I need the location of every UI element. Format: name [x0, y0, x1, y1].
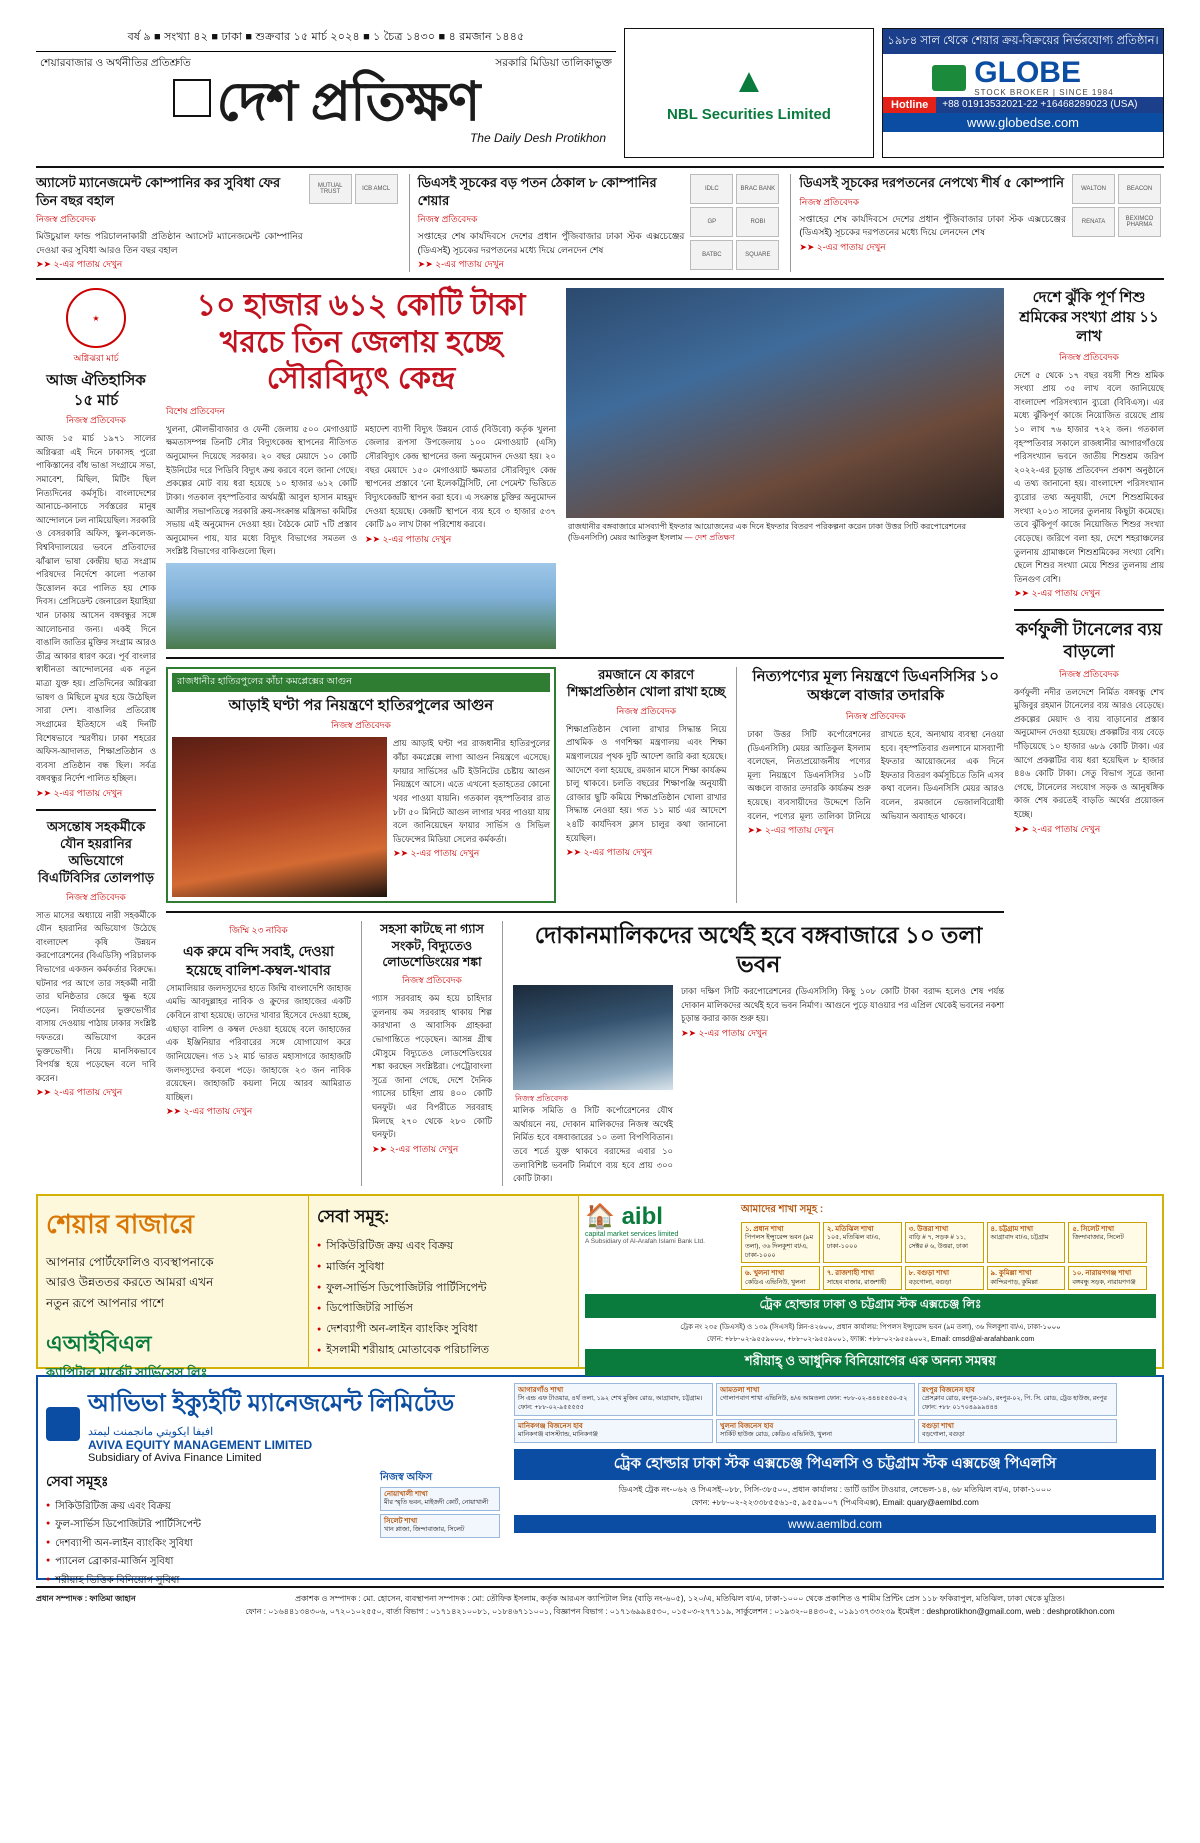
- lower-story-hostage: [166, 921, 351, 1185]
- teaser-thumbnails: [309, 174, 401, 272]
- aviva-service-item: ● সিকিউরিটিজ ক্রয় এবং বিক্রয়: [46, 1498, 370, 1517]
- branch-cell: ৬. খুলনা শাখা কেডিএ এভিনিউ, খুলনা: [741, 1266, 820, 1290]
- aibl-address: ট্রেক নং ২৩৫ (ডিএসই) ও ১৩৯ (সিএসই) প্লিন-৪২৬০০, প্রধান কার্যালয়: পিপলস ইন্স্যুরেন্স ভবন (৯ম তলা), ৩৬ দিলকুশা বা/এ, ঢাকা-১০০০: [680, 1324, 1061, 1332]
- divider: [790, 174, 791, 272]
- teaser-byline: নিজস্ব প্রতিবেদক: [417, 214, 478, 225]
- left-story2-body: সাত মাসের অধ্যায়ে নারী সহকর্মীকে যৌন হয়রানির অভিযোগ উঠেছে বাংলাদেশ কৃষি উন্নয়ন করপোরেশনের (বিএডিসি) পরিচালক বিভাগের একজন কর্মকর্তার বিরুদ্ধে। ঘটনার পর আগে তার সহকর্মী নারী তার ঘনিষ্ঠতার জেরে ক্ষুব্ধ হয়ে পড়েন। নির্যাতনের ভুক্তভোগীর বাসায় দেওয়ায় পাঠায় ঢাকার সংশ্লিষ্ট দফতরে। অভিযোগ করেন ভুক্তভোগী। নিয়ে মানসিকভাবে বিপর্যস্ত হয়ে পড়েছেন বলে দাবি করেন।: [36, 909, 156, 1083]
- masthead-title-text: দেশ প্রতিক্ষণ: [216, 72, 480, 132]
- main-photo-caption: রাজধানীর বঙ্গবাজারে মাসব্যাপী ইফতার আয়োজনের এক দিনে ইফতার বিতরণ পরিকল্পনা করেন ঢাকা উত্তর সিটি করপোরেশনের (ডিএনসিসি) মেয়র আতিকুল ইসলাম — দেশ প্রতিক্ষণ: [568, 522, 967, 543]
- aibl-service-item: ● ডিপোজিটরি সার্ভিস: [317, 1298, 570, 1319]
- mid-story-2-byline: নিজস্ব প্রতিবেদক: [845, 710, 906, 721]
- left-story2-more-link[interactable]: ➤➤ ২-এর পাতায় দেখুন: [36, 1087, 123, 1098]
- aviva-title-bn: আভিভা ইক্যুইটি ম্যানেজমেন্ট লিমিটেড: [88, 1389, 455, 1417]
- branch-cell: নোয়াখালী শাখা মীর স্মৃতি ভবন, মাইজদী কোর্ট, নোয়াখালী: [380, 1487, 500, 1511]
- mid-story-2: [747, 667, 1004, 904]
- lead-story-kicker: বিশেষ প্রতিবেদন: [166, 405, 225, 416]
- teaser-title: ডিএসই সূচকের দরপতনের নেপথ্যে শীর্ষ ৫ কোম্পানি: [799, 175, 1065, 190]
- teaser-row: [36, 166, 1164, 280]
- aviva-service-item: ● ফুল-সার্ভিস ডিপোজিটরি পার্টিসিপেন্ট: [46, 1516, 370, 1535]
- branch-cell: আগারগাঁও শাখা সি এন্ড এফ টাওয়ার, ৪র্থ তলা, ১৯২ শেখ মুজিব রোড, আগ্রাবাদ, চট্টগ্রাম। ফোন: +৮৮-০২-৯৫৫৫৫৫: [514, 1383, 713, 1416]
- aibl-services-list: [317, 1236, 570, 1361]
- logo-thumb: RENATA: [1072, 207, 1115, 237]
- aibl-tagline: শরীয়াহ্ ও আধুনিক বিনিয়োগের এক অনন্য সমন্বয়: [585, 1349, 1156, 1376]
- hostage-kicker: জিম্মি ২৩ নাবিক: [229, 925, 288, 936]
- middle-column: [166, 288, 1004, 1186]
- editor-in-chief: প্রধান সম্পাদক : ফাতিমা জাহান: [36, 1593, 136, 1603]
- photo-credit: — দেশ প্রতিক্ষণ: [684, 533, 735, 543]
- shop-story-more-link[interactable]: ➤➤ ২-এর পাতায় দেখুন: [681, 1027, 768, 1038]
- hostage-more-link[interactable]: ➤➤ ২-এর পাতায় দেখুন: [166, 1106, 253, 1117]
- logo-thumb: ROBI: [736, 207, 779, 237]
- mid-story-2-body: ঢাকা উত্তর সিটি কর্পোরেশনের (ডিএনসিসি) মেয়র আতিকুল ইসলাম বলেছেন, নিত্যপ্রয়োজনীয় পণ্যের মূল্য নিয়ন্ত্রণে ডিএনসিসির ১০টি অঞ্চলে বাজার তদারকি কার্যক্রম শুরু হয়েছে। ব্যবসায়ীদের উদ্দেশে তিনি বলেন, পণ্যের মূল্য তালিকা টানিয়ে রাখতে হবে, অন্যথায় ব্যবস্থা নেওয়া হবে। বৃহস্পতিবার গুলশানে মাসব্যাপী ইফতার আয়োজনের এক দিনে ইফতার বিতরণ কর্মসূচিতে তিনি এসব কথা বলেন। ডিএনসিসি মেয়র আরও বলেন, রমজানে ভেজালবিরোধী অভিযান অব্যাহত থাকবে।: [747, 728, 1004, 821]
- right-story-body: দেশে ৫ থেকে ১৭ বছর বয়সী শিশু শ্রমিক সংখ্যা প্রায় ৩৫ লাখ বলে জানিয়েছে বাংলাদেশ পরিসংখ্যান ব্যুরো (বিবিএস)। এর মধ্যে ঝুঁকিপূর্ণ কাজে নিয়োজিত রয়েছে প্রায় ১০ লাখ ৭৬ হাজার ৭২২ জন। গতকাল বৃহস্পতিবার সকালে রাজধানীর আগারগাঁওয়ে পরিসংখ্যান ভবনে জাতীয় শিশুশ্রম জরিপ ২০২২-এর চূড়ান্ত প্রতিবেদন প্রকাশ অনুষ্ঠানে এ তথ্য জানানো হয়। বাংলাদেশ পরিসংখ্যান ব্যুরোর তথ্য অনুযায়ী, দেশে শিশুশ্রমিকের সংখ্যা ২০১৩ সালের তুলনায় কিছুটা কমেছে। তবে ঝুঁকিপূর্ণ কাজে নিয়োজিত শিশুর সংখ্যা বেড়েছে। জরিপে বলা হয়, দেশে শহরাঞ্চলের তুলনায় গ্রামাঞ্চলে শিশুশ্রমিকের সংখ্যা বেশি। ছেলে শিশুর সংখ্যা মেয়ে শিশুর তুলনায় প্রায় তিনগুণ বেশি।: [1014, 369, 1164, 584]
- right-story2-more-link[interactable]: ➤➤ ২-এর পাতায় দেখুন: [1014, 823, 1101, 834]
- top-strip: [36, 28, 1164, 158]
- globe-topline: ১৯৮৪ সাল থেকে শেয়ার ক্রয়-বিক্রয়ের নির্ভরযোগ্য প্রতিষ্ঠান।: [883, 29, 1163, 54]
- globe-chart-icon: [932, 65, 966, 91]
- aviva-branch-title: নিজস্ব অফিস: [380, 1471, 433, 1483]
- main-content: [36, 288, 1164, 1186]
- tagline-left: শেয়ারবাজার ও অর্থনীতির প্রতিশ্রুতি: [40, 57, 191, 69]
- fire-story-byline: নিজস্ব প্রতিবেদক: [331, 720, 391, 731]
- mid-story-2-title[interactable]: নিত্যপণ্যের মূল্য নিয়ন্ত্রণে ডিএনসিসির ১০ অঞ্চলে বাজার তদারকি: [752, 667, 1000, 705]
- imprint-line2: ফোন : ০১৬৪৪১৩৪৩০৬, ০৭২০১০২৫৫০, বার্তা বিভাগ : ০১৭১৪২১০০৮১, ০১৮৪৬৭১১০০১, বিজ্ঞাপন বিভাগ : ০১৭১৬৯৯৪৫৩০, ০১৫০৩-২৭৭১১৯, সার্কুলেশন : ০১৯৩২-০৪৪৩০৫, ০১৯১৩৭৩৩২৩৯ ইমেইল : deshprotikhon@gmail.com, web : deshprotikhon.com: [245, 1606, 1115, 1616]
- masthead: [36, 28, 616, 158]
- aviva-title-en: AVIVA EQUITY MANAGEMENT LIMITED: [88, 1437, 313, 1452]
- right-story-byline: নিজস্ব প্রতিবেদক: [1059, 351, 1119, 362]
- gas-title[interactable]: সহসা কাটছে না গ্যাস সংকট, বিদ্যুতেও লোডশেডিংয়ের শঙ্কা: [380, 922, 484, 969]
- logo-thumb: WALTON: [1072, 174, 1115, 204]
- page-title: [36, 72, 616, 132]
- branch-cell: খুলনা বিজনেস হাব সার্কিট হাউজ রোড, কেডিএ এভিনিউ, খুলনা: [716, 1419, 915, 1443]
- nbl-name: NBL Securities Limited: [667, 105, 831, 123]
- branch-cell: ৭. রাজশাহী শাখা সাহেব বাজার, রাজশাহী: [823, 1266, 902, 1290]
- branch-cell: ৮. বগুড়া শাখা বড়গোলা, বগুড়া: [905, 1266, 984, 1290]
- shop-story-title[interactable]: দোকানমালিকদের অর্থেই হবে বঙ্গবাজারে ১০ তলা ভবন: [534, 922, 983, 978]
- lead-story: [166, 288, 556, 649]
- fire-story-title[interactable]: আড়াই ঘণ্টা পর নিয়ন্ত্রণে হাতিরপুলের আগুন: [228, 696, 494, 714]
- teaser-byline: নিজস্ব প্রতিবেদক: [36, 214, 96, 225]
- teaser-more-link[interactable]: ➤➤ ২-এর পাতায় দেখুন: [799, 241, 886, 252]
- right-story2-title[interactable]: কর্ণফুলী টানেলের ব্যয় বাড়লো: [1016, 620, 1162, 662]
- mid-story-2-more-link[interactable]: ➤➤ ২-এর পাতায় দেখুন: [747, 825, 834, 836]
- dateline: বর্ষ ৯ ■ সংখ্যা ৪২ ■ ঢাকা ■ শুক্রবার ১৫ মার্চ ২০২৪ ■ ১ চৈত্র ১৪৩০ ■ ৪ রমজান ১৪৪৫: [36, 28, 616, 52]
- mid-story-1-body: শিক্ষাপ্রতিষ্ঠান খোলা রাখার সিদ্ধান্ত নিয়ে প্রাথমিক ও গণশিক্ষা মন্ত্রণালয় এবং শিক্ষা মন্ত্রণালয়ের পৃথক দুটি আদেশ জারি করা হয়েছে। আদেশে বলা হয়েছে, রমজান মাসে শিক্ষা কার্যক্রম চালু থাকবে। চলতি বছরের শিক্ষাপঞ্জি অনুযায়ী রোজার ছুটি কমিয়ে শিক্ষাপ্রতিষ্ঠান খোলা রাখার সিদ্ধান্ত নেওয়া হয়। গত ১১ মার্চ এর আদেশে ২৪টি কার্যদিবস ক্লাস চালুর কথা জানানো হয়েছিল।: [566, 723, 727, 843]
- lead-story-more-link[interactable]: ➤➤ ২-এর পাতায় দেখুন: [365, 533, 452, 544]
- aviva-branch-grid: [514, 1383, 1156, 1443]
- right-story-more-link[interactable]: ➤➤ ২-এর পাতায় দেখুন: [1014, 588, 1101, 599]
- iftar-event-photo: [566, 288, 1004, 518]
- teaser-more-link[interactable]: ➤➤ ২-এর পাতায় দেখুন: [417, 259, 504, 270]
- aibl-branch-grid: [741, 1222, 1156, 1290]
- logo-thumb: IDLC: [690, 174, 733, 204]
- aibl-service-item: ● ফুল-সার্ভিস ডিপোজিটরি পার্টিসিপেন্ট: [317, 1278, 570, 1299]
- logo-thumb: BRAC BANK: [736, 174, 779, 204]
- aibl-services-title: সেবা সমূহ:: [317, 1206, 390, 1226]
- branch-cell: বগুড়া শাখা বড়গোলা, বগুড়া: [918, 1419, 1117, 1443]
- ad-globe-stock-broker[interactable]: [882, 28, 1164, 158]
- logo-thumb: BATBC: [690, 240, 733, 270]
- gas-more-link[interactable]: ➤➤ ২-এর পাতায় দেখুন: [372, 1143, 459, 1154]
- teaser-title: অ্যাসেট ম্যানেজমেন্ট কোম্পানির কর সুবিধা ফের তিন বছর বহাল: [36, 175, 281, 208]
- aviva-subtitle-en: Subsidiary of Aviva Finance Limited: [88, 1451, 262, 1464]
- aibl-service-item: ● দেশব্যাপী অন-লাইন ব্যাংকিং সুবিধা: [317, 1319, 570, 1340]
- aibl-trec-line: ট্রেক হোল্ডার ঢাকা ও চট্টগ্রাম স্টক এক্সচেঞ্জ লিঃ: [585, 1294, 1156, 1318]
- branch-cell: মানিকগঞ্জ বিজনেস হাব মানিকগঞ্জ বাসস্ট্যান্ড, মানিকগঞ্জ: [514, 1419, 713, 1443]
- aviva-url[interactable]: www.aemlbd.com: [514, 1515, 1156, 1533]
- aibl-line1: আপনার পোর্টফোলিও ব্যবস্থাপনাকে: [46, 1254, 214, 1269]
- aibl-branch-title: আমাদের শাখা সমূহ :: [741, 1203, 824, 1215]
- aibl-logo-sub: capital market services limited: [585, 1230, 679, 1238]
- logo-thumb: MUTUAL TRUST: [309, 174, 352, 204]
- page-footer: [36, 1586, 1164, 1619]
- aviva-phone: ফোন: +৮৮-০২-২২৩৩৮৫৫৬১-৫, ৯৫৫৯০০৭ (পিএবিএক্স), Email: quary@aemlbd.com: [691, 1497, 979, 1507]
- teaser-more-link[interactable]: ➤➤ ২-এর পাতায় দেখুন: [36, 259, 123, 270]
- logo-thumb: BEXIMCO PHARMA: [1118, 207, 1161, 237]
- aviva-title-ar: افيفا ايكويتي مانجمنت ليمتد: [88, 1425, 214, 1438]
- branch-cell: সিলেট শাখা খান প্লাজা, জিন্দাবাজার, সিলেট: [380, 1514, 500, 1538]
- bongobazar-building-photo: [513, 985, 673, 1090]
- aviva-services-list: [46, 1498, 370, 1591]
- globe-subtitle: STOCK BROKER | SINCE 1984: [974, 88, 1114, 97]
- fire-story-more-link[interactable]: ➤➤ ২-এর পাতায় দেখুন: [393, 848, 480, 859]
- globe-hotline-label: Hotline: [883, 97, 936, 113]
- masthead-subtitle: The Daily Desh Protikhon: [469, 131, 606, 145]
- aibl-brand-sub: ক্যাপিটাল মার্কেট সার্ভিসেস লিঃ: [46, 1364, 208, 1380]
- branch-cell: ২. মতিঝিল শাখা ১০৫, মতিঝিল বা/এ, ঢাকা-১০০০: [823, 1222, 902, 1263]
- left-story-body: আজ ১৫ মার্চ ১৯৭১ সালের অগ্নিঝরা এই দিনে ঢাকাসহ পুরো পাকিস্তানের বাঁধ ভাঙা সংগ্রামে সভা, সমাবেশ, মিছিল, মিটিং ছিল নিত্যদিনের কর্মসূচি। বাংলাদেশের আনাচে-কানাচে সর্বস্তরের মানুষ আন্দোলনে ঢল নামিয়েছিল। সরকারি ও বেসরকারি অফিস, স্কুল-কলেজ-বিশ্ববিদ্যালয়ের ভবনে প্রতিবাদের ঝাঁঝাল ভাষা কেন্দ্রীয় ছাত্র সংগ্রাম পরিষদের নির্দেশে কালো পতাকা উত্তোলন করে পালিত হয় শোক দিবস। প্রেসিডেন্ট জেনারেল ইয়াহিয়া খান ঢাকায় আসেন বঙ্গবন্ধুর সঙ্গে আলোচনার জন্য। একই দিনে বাঙালি জাতির মুক্তির সংগ্রাম আরও তীব্র আকার ধারণ করে। পূর্ব বাংলার স্বাধীনতা আন্দোলনের এক নতুন মাত্রা যুক্ত হয়। প্রতিদিনের অগ্নিঝরা ভাষণ ও মিছিলে মুখর হয়ে উঠেছিল সারা দেশ। বাঙালির প্রতিরোধ সংগ্রামের ইতিহাসে এই দিনটি বিশেষভাবে স্মরণীয়। ঢাকা শহরের অফিস-আদালত, শিক্ষাপ্রতিষ্ঠান ও ব্যবসা প্রতিষ্ঠান বন্ধ ছিল। সর্বত্র বঙ্গবন্ধুর নির্দেশ পালিত হচ্ছিল।: [36, 433, 156, 784]
- imprint-line1: প্রকাশক ও সম্পাদক : মো. হোসেন, ব্যবস্থাপনা সম্পাদক : মো: তৌফিক ইসলাম, কর্তৃক আরএস ক্যাপিটাল লিঃ (বাড়ি নং-৬০৫), ১২০/এ, মতিঝিল বা/এ, ঢাকা-১০০০ থেকে প্রকাশিত ও শামীম প্রিন্টিং প্রেস ১১৮ ফকিরাপুল, মতিঝিল, ঢাকা থেকে মুদ্রিত।: [295, 1593, 1065, 1603]
- masthead-logo-icon: [173, 79, 211, 117]
- aviva-service-item: ● শরীয়াহ ভিত্তিক বিনিয়োগ সুবিধা: [46, 1572, 370, 1591]
- branch-cell: ১০. নারায়ণগঞ্জ শাখা বঙ্গবন্ধু সড়ক, নারায়ণগঞ্জ: [1068, 1266, 1147, 1290]
- aibl-headline: শেয়ার বাজারে: [46, 1208, 194, 1239]
- logo-thumb: ICB AMCL: [355, 174, 398, 204]
- fire-story-kicker: রাজধানীর হাতিরপুলের কাঁচা কমপ্লেক্সের আগুন: [172, 673, 550, 692]
- globe-brand: [883, 54, 1163, 97]
- left-story-byline: নিজস্ব প্রতিবেদক: [66, 415, 126, 426]
- teaser-item[interactable]: [36, 174, 401, 272]
- ad-aviva-equity[interactable]: [36, 1375, 1164, 1586]
- aibl-service-item: ● মার্জিন সুবিধা: [317, 1257, 570, 1278]
- branch-cell: রংপুর বিজনেস হাব প্রেসক্লাব রোড, রংপুর-১৬/১, রংপুর-০২, পি. সি. রোড, ট্রেড হাউজ, রংপুর ফোন: +৮৮ ০১৭০৪৯৯৯৪৪৪: [918, 1383, 1117, 1416]
- tagline-right: সরকারি মিডিয়া তালিকাভুক্ত: [495, 57, 612, 69]
- mid-story-1-byline: নিজস্ব প্রতিবেদক: [616, 705, 677, 716]
- fire-rescue-photo: [172, 737, 387, 897]
- hostage-title[interactable]: এক রুমে বন্দি সবাই, দেওয়া হয়েছে বালিশ-কম্বল-খাবার: [182, 943, 335, 978]
- aibl-service-item: ● ইসলামী শরীয়াহ মোতাবেক পরিচালিত: [317, 1340, 570, 1361]
- left-story-more-link[interactable]: ➤➤ ২-এর পাতায় দেখুন: [36, 787, 123, 798]
- teaser-thumbnails: [690, 174, 782, 272]
- aviva-service-item: ● প্যানেল ব্রোকার-মার্জিন সুবিধা: [46, 1553, 370, 1572]
- fire-story-body: প্রায় আড়াই ঘণ্টা পর রাজধানীর হাতিরপুলের কাঁচা কমপ্লেক্সে লাগা আগুন নিয়ন্ত্রণে এসেছে। ফায়ার সার্ভিসের ৬টি ইউনিটের চেষ্টায় আগুন নিয়ন্ত্রণে আসে। এতে এখনো হতাহতের কোনো খবর পাওয়া যায়নি। গতকাল বৃহস্পতিবার রাত ৮টা ৫০ মিনিটে আগুন লাগার খবর পাওয়া যায় বলে জানিয়েছেন ফায়ার সার্ভিস ও সিভিল ডিফেন্সের মিডিয়া সেলের কর্মকর্তা।: [393, 738, 550, 844]
- branch-cell: ৯. কুমিল্লা শাখা কান্দিরপাড়, কুমিল্লা: [987, 1266, 1066, 1290]
- divider: [409, 174, 410, 272]
- hostage-body: সোমালিয়ার জলদস্যুদের হাতে জিম্মি বাংলাদেশি জাহাজ এমভি আবদুল্লাহর নাবিক ও ক্রুদের জাহাজের একটি কেবিনে রাখা হয়েছে। তাদের খাবার হিসেবে দেওয়া হচ্ছে, এছাড়া বালিশ ও কম্বল দেওয়া হয়েছে বলে জাহাজের এক ইঞ্জিনিয়ার পরিবারের সঙ্গে যোগাযোগ করে জানিয়েছেন। গত ১২ মার্চ ভারত মহাসাগরে জাহাজটি জলদস্যুদের কবলে পড়ে। জাহাজে ২৩ জন নাবিক রয়েছেন। জাহাজটি কয়লা নিয়ে আরব আমিরাত যাচ্ছিল।: [166, 982, 351, 1102]
- right-column: [1014, 288, 1164, 1186]
- aviva-service-item: ● দেশব্যাপী অন-লাইন ব্যাংকিং সুবিধা: [46, 1535, 370, 1554]
- ad-nbl-securities[interactable]: [624, 28, 874, 158]
- shop-photo-caption: নিজস্ব প্রতিবেদক: [515, 1093, 569, 1103]
- march-badge-label: অগ্নিঝরা মার্চ: [73, 353, 119, 364]
- aibl-logo-icon: 🏠 aibl: [585, 1202, 663, 1230]
- lead-story-col1: খুলনা, মৌলভীবাজার ও ফেনী জেলায় ৫০০ মেগাওয়াট ক্ষমতাসম্পন্ন তিনটি সৌর বিদ্যুৎকেন্দ্র স্থাপনের নীতিগত অনুমোদন দিয়েছে সরকার। ২০ বছর মেয়াদে ১০ কোটি ইউনিটের দরে পিডিবি বিদ্যুৎ ক্রয় করবে বলে জানা গেছে। প্রকল্পের মোট ব্যয় ধরা হয়েছে ১০ হাজার ৬১২ কোটি টাকা। গতকাল বৃহস্পতিবার অর্থমন্ত্রী আবুল হাসান মাহমুদ আলীর সভাপতিত্বে সরকারি ক্রয়-সংক্রান্ত মন্ত্রিসভা কমিটির সভায় এই অনুমোদন দেওয়া হয়। বৈঠকে মোট ৭টি প্রস্তাব অনুমোদন পায়, যার মধ্যে বিদ্যুৎ বিভাগের সমতল ও সংশ্লিষ্ট বিভাগের বাকিগুলো ছিল।: [166, 423, 357, 557]
- lower-story-gas: [372, 921, 492, 1185]
- aibl-logo-sub2: A Subsidiary of Al-Arafah Islami Bank Ltd.: [585, 1237, 705, 1245]
- shop-story-col1: মালিক সমিতি ও সিটি কর্পোরেশনের যৌথ অর্থায়নে নয়, দোকান মালিকদের নিজস্ব অর্থেই নির্মিত হবে বঙ্গবাজারের ১০ তলা বিপণিবিতান। তবে শর্তে যুক্ত থাকবে বরাদ্দের এবার ১০ তলাবিশিষ্ট ভবনটি নির্মাণে ব্যয় হবে প্রায় ৩০০ কোটি টাকা।: [513, 1105, 673, 1184]
- ad-aibl-capital-market[interactable]: [36, 1194, 1164, 1380]
- teaser-text: সপ্তাহের শেষ কার্যদিবসে দেশের প্রধান পুঁজিবাজার ঢাকা স্টক এক্সচেঞ্জের (ডিএসই) সূচকের দরপতনের মধ্যে দিয়ে লেনদেন শেষ: [417, 231, 685, 255]
- march-badge-icon: ★: [66, 288, 126, 348]
- mid-story-1-more-link[interactable]: ➤➤ ২-এর পাতায় দেখুন: [566, 847, 653, 858]
- aibl-line2: আরও উন্নততর করতে আমরা এখন: [46, 1275, 214, 1290]
- teaser-text: মিউচুয়াল ফান্ড পরিচালনাকারী প্রতিষ্ঠান অ্যাসেট ম্যানেজমেন্ট কোম্পানির দেওয়া কর সুবিধা আরও তিন বছর বহাল: [36, 231, 303, 255]
- branch-cell: ১. প্রধান শাখা পিপলস ইন্স্যুরেন্স ভবন (৯ম তলা), ৩৬ দিলকুশা বা/এ, ঢাকা-১০০০: [741, 1222, 820, 1263]
- aibl-brand: এআইবিএল: [46, 1330, 152, 1356]
- logo-thumb: BEACON: [1118, 174, 1161, 204]
- aibl-phone: ফোন: +৮৮-০২-৯৫৫৯০০০, +৮৮-০২-৯৫৫৯০০১, ফ্যাক্স: +৮৮-০২-৯৫৫৯০০২, Email: cmsd@al-arafahbank.com: [706, 1336, 1035, 1344]
- gas-byline: নিজস্ব প্রতিবেদক: [402, 975, 462, 986]
- logo-thumb: GP: [690, 207, 733, 237]
- branch-cell: ৫. সিলেট শাখা জিন্দাবাজার, সিলেট: [1068, 1222, 1147, 1263]
- globe-hotline-value: +88 01913532021-22 +16468289023 (USA): [936, 97, 1163, 113]
- teaser-byline: নিজস্ব প্রতিবেদক: [799, 196, 860, 207]
- branch-cell: ৩. উত্তরা শাখা বাড়ি # ৭, সড়ক # ১১, সেক্টর # ৬, উত্তরা, ঢাকা: [905, 1222, 984, 1263]
- gas-body: গ্যাস সরবরাহ কম হয়ে চাহিদার তুলনায় কম সরবরাহ থাকায় শিল্প কারখানা ও আবাসিক গ্রাহকরা ভোগান্তিতে পড়েছেন। আসন্ন গ্রীষ্ম মৌসুমে বিদ্যুতেও লোডশেডিংয়ের শঙ্কা করছেন সংশ্লিষ্টরা। পেট্রোবাংলা সূত্রে জানা গেছে, দেশে দৈনিক গ্যাসের চাহিদা প্রায় ৪০০ কোটি ঘনফুট। এর বিপরীতে সরবরাহ মিলছে ২৭০ থেকে ২৮০ কোটি ঘনফুট।: [372, 993, 492, 1140]
- aviva-address: ডিএসই ট্রেক নং-০৬২ ও সিএসই-০৮৮, সিসি-৩৮৫০০, প্রধান কার্যালয় : ডার্টি ডার্টস টাওয়ার, লেভেল-১৪, ৬৮ মতিঝিল বা/এ, ঢাকা-১০০০: [618, 1484, 1052, 1494]
- globe-url[interactable]: www.globedse.com: [883, 113, 1163, 132]
- shop-story: [513, 921, 1004, 1185]
- right-story-title[interactable]: দেশে ঝুঁকি পূর্ণ শিশু শ্রমিকের সংখ্যা প্রায় ১১ লাখ: [1019, 289, 1159, 346]
- right-story2-byline: নিজস্ব প্রতিবেদক: [1059, 668, 1119, 679]
- aviva-services-title: সেবা সমূহঃ: [46, 1472, 109, 1489]
- right-story2-body: কর্ণফুলী নদীর তলদেশে নির্মিত বঙ্গবন্ধু শেখ মুজিবুর রহমান টানেলের ব্যয় আরও বেড়েছে। প্রকল্পের মেয়াদ ও ব্যয় বাড়ানোর প্রস্তাব অনুমোদন দেওয়া হয়েছে। প্রকল্পটির ব্যয় বেড়ে দাঁড়িয়েছে ১০ হাজার ৬৮৯ কোটি টাকা। এর আগে প্রকল্পটির ব্যয় ধরা হয়েছিল ৮ হাজার ৪৪৬ কোটি টাকা। সেতু বিভাগ সূত্রে জানা গেছে, টানেলের সংযোগ সড়ক ও আনুষঙ্গিক কাজ শেষ করতেই বাড়তি অর্থের প্রয়োজন হচ্ছে।: [1014, 686, 1164, 820]
- aviva-trec-line: ট্রেক হোল্ডার ঢাকা স্টক এক্সচেঞ্জ পিএলসি ও চট্টগ্রাম স্টক এক্সচেঞ্জ পিএলসি: [514, 1449, 1156, 1480]
- mid-story-1: [566, 667, 726, 904]
- aibl-line3: নতুন রূপে আপনার পাশে: [46, 1295, 164, 1310]
- branch-cell: আমতলা শাখা গোলাপবাগ শাখা এভিনিউ, ৪/এ আমতলা ফোন: +৮৮-০২-৪৪৪৫৫৫০-৫২: [716, 1383, 915, 1416]
- left-column: [36, 288, 156, 1186]
- left-story2-byline: নিজস্ব প্রতিবেদক: [66, 891, 126, 902]
- teaser-text: সপ্তাহের শেষ কার্যদিবসে দেশের প্রধান পুঁজিবাজার ঢাকা স্টক এক্সচেঞ্জের (ডিএসই) সূচকের দরপতনের মধ্যে দিয়ে লেনদেন শেষ: [799, 213, 1067, 238]
- aibl-logo-name: aibl: [621, 1202, 663, 1230]
- teaser-item[interactable]: [418, 174, 783, 272]
- aibl-service-item: ● সিকিউরিটিজ ক্রয় এবং বিক্রয়: [317, 1236, 570, 1257]
- lead-story-title[interactable]: ১০ হাজার ৬১২ কোটি টাকা খরচে তিন জেলায় হচ্ছে সৌরবিদ্যুৎ কেন্দ্র: [196, 289, 526, 396]
- solar-plant-photo: [166, 563, 556, 649]
- teaser-thumbnails: [1072, 174, 1164, 272]
- lead-story-col2: মহাদেশ ব্যাপী বিদ্যুৎ উন্নয়ন বোর্ড (বিউবো) কর্তৃক খুলনা জেলার রূপসা উপজেলায় ১০০ মেগাওয়াট (এসি) সৌরবিদ্যুৎ কেন্দ্র স্থাপনের জন্য অনুমোদন দেওয়া হয়। ২০ বছর মেয়াদে ১৫০ মেগাওয়াট ক্ষমতার সৌরবিদ্যুৎ কেন্দ্র স্থাপনের প্রস্তাবে 'নো ইলেকট্রিসিটি, নো পেমেন্ট' ভিত্তিতে বিদ্যুৎকেন্দ্রটি স্থাপন করা হবে। এ সংক্রান্ত চুক্তির অনুমোদন দেওয়া হয়েছে। কেন্দ্রটি স্থাপনে ব্যয় হবে ৩ হাজার ৫৩৭ কোটি ৯০ লাখ টাকা পরিশোধ করবে।: [365, 423, 556, 530]
- logo-thumb: SQUARE: [736, 240, 779, 270]
- shop-story-col2: ঢাকা দক্ষিণ সিটি করপোরেশনের (ডিএসসিসি) কিছু ১০৮ কোটি টাকা বরাদ্দ হলেও শেষ পর্যন্ত দোকান মালিকদের অর্থেই হবে ভবন নির্মাণ। আগুনে পুড়ে যাওয়ার পর এপ্রিল থেকেই ভবনের নকশা চূড়ান্ত করার কাজ শুরু হয়।: [681, 985, 1004, 1024]
- branch-cell: ৪. চট্টগ্রাম শাখা আগ্রাবাদ বা/এ, চট্টগ্রাম: [987, 1222, 1066, 1263]
- teaser-title: ডিএসই সূচকের বড় পতন ঠেকাল ৮ কোম্পানির শেয়ার: [417, 175, 657, 208]
- left-story-title[interactable]: আজ ঐতিহাসিক ১৫ মার্চ: [46, 372, 146, 409]
- left-story2-title[interactable]: অসন্তোষ সহকর্মীকে যৌন হয়রানির অভিযোগে বিএটিবিসির তোলপাড়: [37, 818, 155, 885]
- aviva-logo-icon: [46, 1407, 80, 1441]
- mid-story-1-title[interactable]: রমজানে যে কারণে শিক্ষাপ্রতিষ্ঠান খোলা রাখা হচ্ছে: [567, 666, 726, 699]
- nbl-logo-icon: ▲: [732, 61, 766, 100]
- globe-name: GLOBE: [974, 56, 1081, 89]
- globe-hotline: [883, 97, 1163, 113]
- main-photo-block: [566, 288, 1004, 649]
- fire-story: [166, 667, 556, 904]
- teaser-item[interactable]: [799, 174, 1164, 272]
